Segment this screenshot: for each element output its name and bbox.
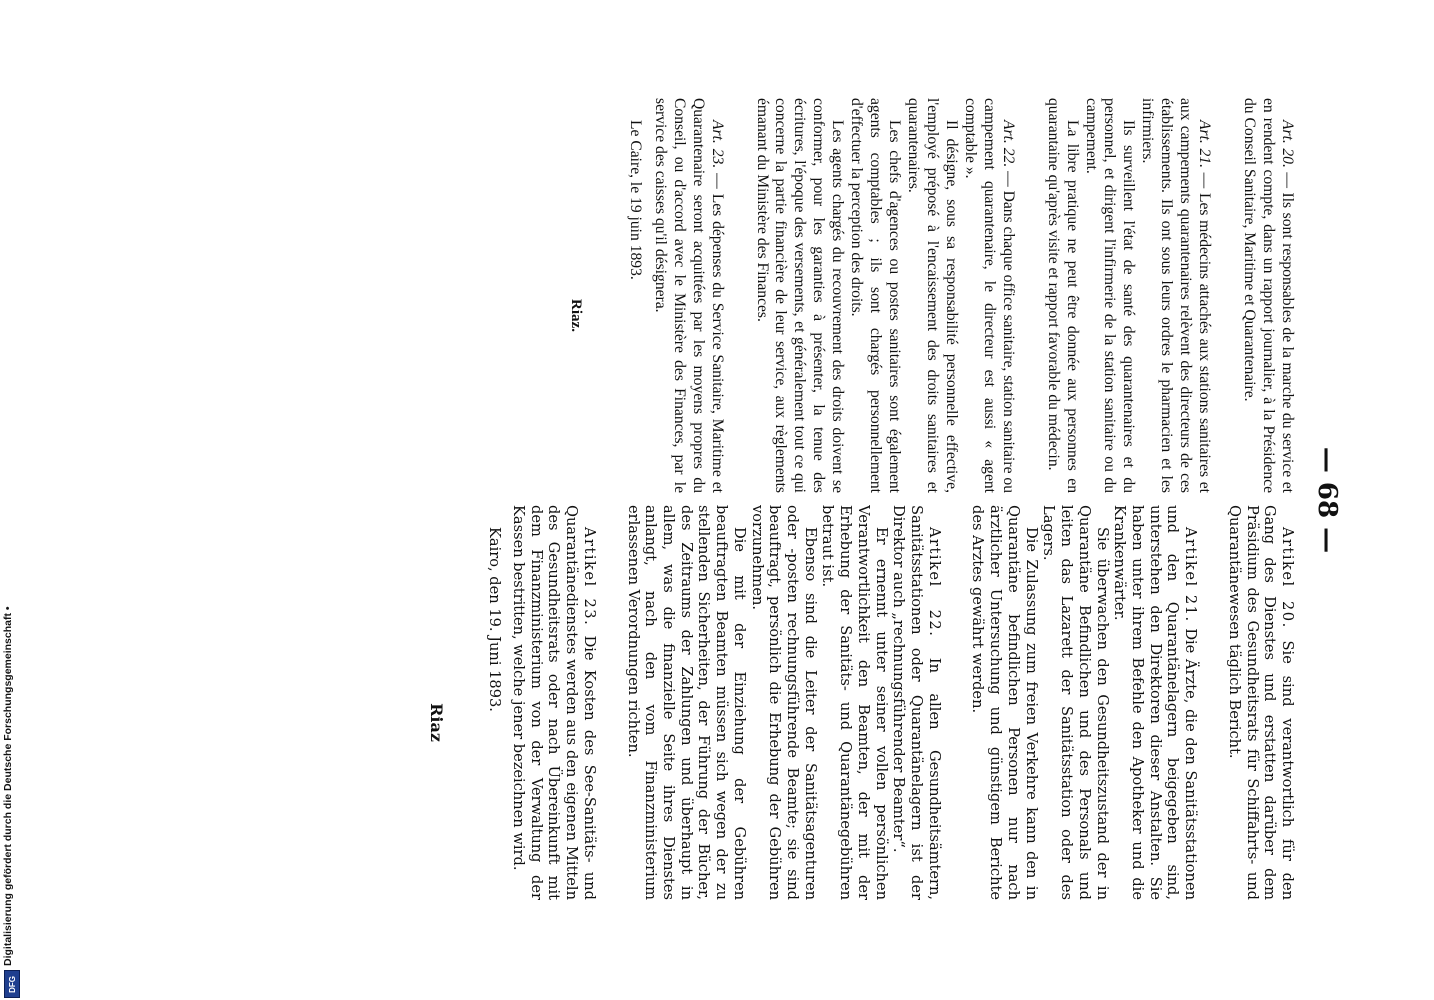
article-text: Die Kosten des See-Sanitäts- und Quarantänedienstes werden aus den eigenen Mitteln des Gesundheitsrats oder nach Übereinkunft mit dem Finanzministerium von der Verwaltung der Kassen bestritten, welche jener bezeichnen wird. <box>509 505 598 900</box>
french-column <box>396 98 1296 493</box>
date-line: Le Caire, le 19 juin 1893. <box>626 120 644 280</box>
page-number: — 68 — <box>1312 446 1342 554</box>
article-21-fr <box>1137 98 1213 493</box>
paragraph: Ils surveillent l'état de santé des quarantenaires et du personnel, et dirigent l'infirmerie de la station sanitaire ou du campement. <box>1082 98 1138 493</box>
paragraph: La libre pratique ne peut être donnée aux personnes en quarantaine qu'après visite et rapport favorable du médecin. <box>1044 98 1081 493</box>
paragraph: Il désigne, sous sa responsabilité personnelle effective, l'employé préposé à l'encaissement des droits sanitaires et quarantenaires. <box>905 98 960 493</box>
paragraph: Ebenso sind die Leiter der Sanitätsagenturen oder -posten rechnungsführende Beamte; sie sind beauftragt, persönlich die Erhebung der Gebühren vorzunehmen. <box>748 505 819 900</box>
signature: Riaz <box>426 703 446 742</box>
article-label: Art. 21. <box>1196 120 1214 168</box>
article-text: Die Ärzte, die den Sanitätsstationen und den Quarantänelagern beigegeben sind, unterstehen den Direktoren dieser Anstalten. Sie haben unter ihrem Befehle den Apotheker und die Krankenwärter. <box>1111 505 1200 900</box>
article-label: Art. 22. <box>999 120 1017 168</box>
digitization-footer <box>2 606 22 998</box>
article-23-fr <box>650 98 726 493</box>
footer-text: Digitalisierung gefördert durch die Deutsche Forschungsgemeinschaft • <box>2 606 14 966</box>
paragraph: Die Zulassung zum freien Verkehre kann den in Quarantäne befindlichen Personen nur nach ärztlicher Untersuchung und günstigem Berichte des Arztes gewährt werden. <box>969 505 1040 900</box>
article-20-fr <box>1239 98 1296 493</box>
signature: Riaz. <box>567 299 584 332</box>
article-label: Art. 20. <box>1279 120 1296 168</box>
paragraph: Die mit der Einziehung der Gebühren beauftragten Beamten müssen sich wegen der zu stellenden Sicherheiten, der Führung der Bücher, des Zeitraums der Zahlungen und überhaupt in allem, was die finanzielle Seite ihres Dienstes anlangt, nach den vom Finanzministerium erlassenen Verordnungen richten. <box>624 505 748 900</box>
article-text: In allen Gesundheitsämtern, Sanitätsstationen oder Quarantänelagern ist der Direktor auch „rechnungsführender Beamter“. <box>890 505 943 900</box>
article-21-de <box>1111 505 1200 900</box>
dfg-logo-label: DFG <box>7 975 17 993</box>
article-20-de <box>1225 505 1296 900</box>
date-line: Kairo, den 19. Juni 1893. <box>486 527 504 712</box>
dfg-logo <box>4 970 20 998</box>
article-label: Artikel 21. <box>1182 527 1200 623</box>
article-text: — Les médecins attachés aux stations sanitaires et aux campements quarantenaires relèvent des directeurs de ces établissements. Ils ont sous leurs ordres le pharmacien et les infirmiers. <box>1139 98 1214 493</box>
article-label: Artikel 23. <box>580 527 598 627</box>
german-column <box>396 505 1296 900</box>
article-text: — Dans chaque office sanitaire, station sanitaire ou campement quarantenaire, le directeur est aussi « agent comptable ». <box>961 98 1017 493</box>
article-22-de <box>890 505 943 900</box>
article-label: Artikel 20. <box>1279 527 1296 629</box>
article-23-de <box>509 505 598 900</box>
article-label: Artikel 22. <box>925 527 943 638</box>
article-text: — Les dépenses du Service Sanitaire, Maritime et Quarantenaire seront acquittées par les moyens propres du Conseil, ou d'accord avec le Ministère des Finances, par le service des caisses qu'il désignera. <box>651 98 726 493</box>
article-label: Art. 23. <box>708 120 726 169</box>
article-text: Sie sind verantwortlich für den Gang des Dienstes und erstatten darüber dem Präsidium des Gesundheitsrats für Schiffahrts- und Quarantänewesen täglich Bericht. <box>1225 505 1296 900</box>
article-text: — Ils sont responsables de la marche du service et en rendent compte, dans un rapport journalier, à la Présidence du Conseil Sanitaire, Maritime et Quarantenaire. <box>1241 98 1296 493</box>
paragraph: Les chefs d'agences ou postes sanitaires sont également agents comptables ; ils sont chargés personnellement d'effectuer la perception des droits. <box>848 98 904 493</box>
article-22-fr <box>960 98 1017 493</box>
paragraph: Er ernennt unter seiner vollen persönlichen Verantwortlichkeit den Beamten, der mit der Erhebung der Sanitäts- und Quarantänegebühren betraut ist. <box>819 505 890 900</box>
paragraph: Sie überwachen den Gesundheitszustand der in Quarantäne Befindlichen und des Personals und leiten das Lazarett der Sanitätsstation oder des Lagers. <box>1040 505 1111 900</box>
paragraph: Les agents chargés du recouvrement des droits doivent se conformer, pour les garanties à présenter, la tenue des écritures, l'époque des versements, et généralement tout ce qui concerne la partie financière de leur service, aux règlements émanant du Ministère des Finances. <box>753 98 847 493</box>
